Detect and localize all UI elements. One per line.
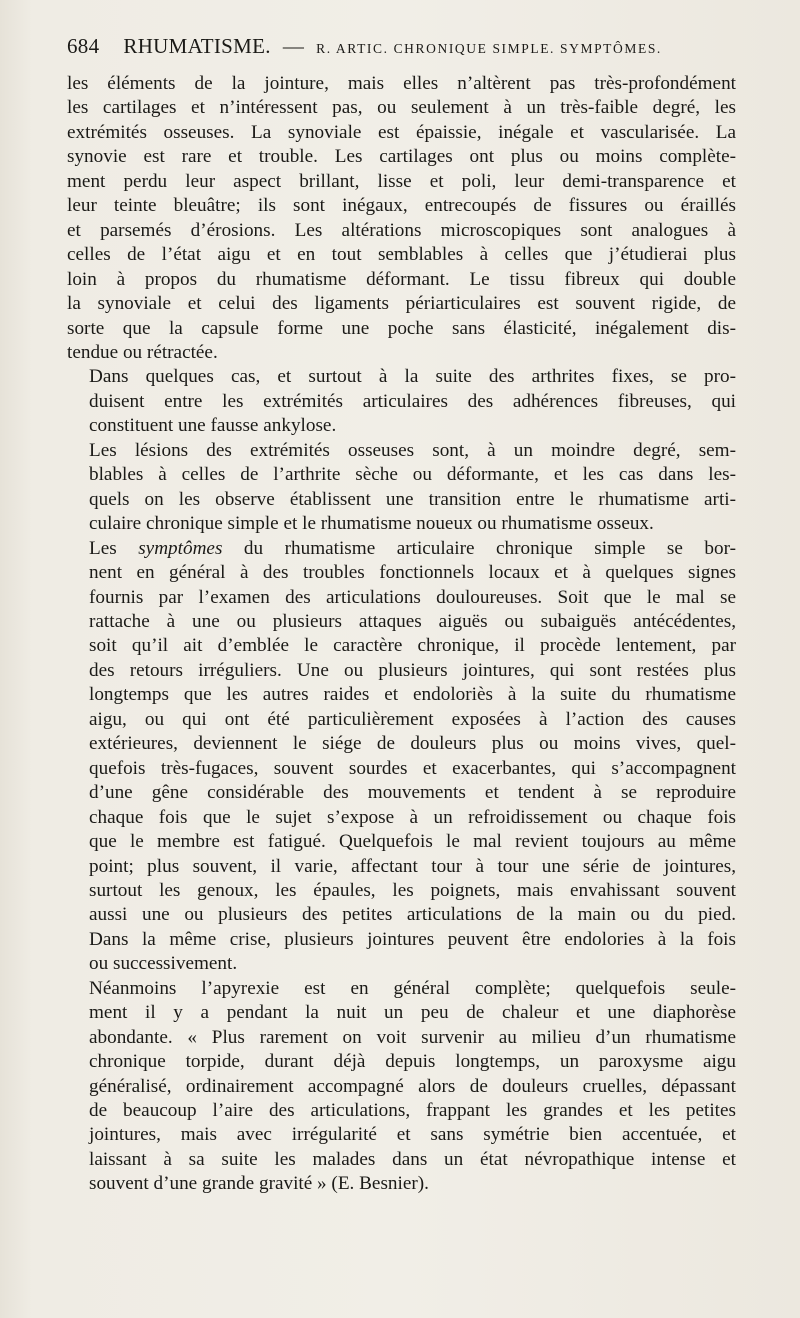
text-line: duisent entre les extrémités articulaires des adhérences fibreuses, qui bbox=[89, 390, 736, 412]
text-line: culaire chronique simple et le rhumatisme noueux ou rhumatisme osseux. bbox=[89, 513, 654, 535]
text-line: Les lésions des extrémités osseuses sont, à un moindre degré, sem- bbox=[89, 439, 736, 461]
text-line: jointures, mais avec irrégularité et sans symétrie bien accentuée, et bbox=[89, 1124, 736, 1146]
text-line: Les symptômes du rhumatisme articulaire chronique simple se bor- bbox=[89, 537, 736, 559]
text-line: Dans quelques cas, et surtout à la suite des arthrites fixes, se pro- bbox=[89, 366, 736, 388]
running-header bbox=[67, 34, 737, 64]
text-line: constituent une fausse ankylose. bbox=[89, 415, 337, 437]
text-line: extrémités osseuses. La synoviale est épaissie, inégale et vascularisée. La bbox=[67, 121, 736, 143]
text-line: Dans la même crise, plusieurs jointures peuvent être endolories à la fois bbox=[89, 928, 736, 950]
text-line: fournis par l’examen des articulations douloureuses. Soit que le mal se bbox=[89, 586, 736, 608]
text-line: Néanmoins l’apyrexie est en général complète; quelquefois seule- bbox=[89, 977, 736, 999]
text-line: blables à celles de l’arthrite sèche ou déformante, et les cas dans les- bbox=[89, 464, 736, 486]
text-line: de beaucoup l’aire des articulations, frappant les grandes et les petites bbox=[89, 1100, 736, 1122]
text-line: extérieures, deviennent le siége de douleurs plus ou moins vives, quel- bbox=[89, 733, 736, 755]
text-line: les cartilages et n’intéressent pas, ou seulement à un très-faible degré, les bbox=[67, 97, 736, 119]
paragraph bbox=[67, 537, 736, 977]
text-line: et parsemés d’érosions. Les altérations microscopiques sont analogues à bbox=[67, 219, 736, 241]
text-line: tendue ou rétractée. bbox=[67, 341, 218, 363]
text-line: nent en général à des troubles fonctionnels locaux et à quelques signes bbox=[89, 562, 736, 584]
text-line: ment il y a pendant la nuit un peu de chaleur et une diaphorèse bbox=[89, 1002, 736, 1024]
paragraph bbox=[67, 439, 736, 537]
text-line: ou successivement. bbox=[89, 953, 238, 975]
text-line: loin à propos du rhumatisme déformant. Le tissu fibreux qui double bbox=[67, 268, 736, 290]
text-line: surtout les genoux, les épaules, les poignets, mais envahissant souvent bbox=[89, 879, 736, 901]
text-line: que le membre est fatigué. Quelquefois le mal revient toujours au même bbox=[89, 831, 736, 853]
paragraph bbox=[67, 977, 736, 1197]
text-line: point; plus souvent, il varie, affectant tour à tour une série de jointures, bbox=[89, 855, 736, 877]
running-subtitle: R. ARTIC. CHRONIQUE SIMPLE. SYMPTÔMES. bbox=[316, 41, 662, 56]
text-line: d’une gêne considérable des mouvements et tendent à se reproduire bbox=[89, 782, 736, 804]
text-line: aigu, ou qui ont été particulièrement exposées à l’action des causes bbox=[89, 708, 736, 730]
paragraph bbox=[67, 72, 736, 365]
text-line: leur teinte bleuâtre; ils sont inégaux, entrecoupés de fissures ou éraillés bbox=[67, 195, 736, 217]
text-line: chaque fois que le sujet s’expose à un refroidissement ou chaque fois bbox=[89, 806, 736, 828]
text-line: chronique torpide, durant déjà depuis longtemps, un paroxysme aigu bbox=[89, 1051, 736, 1073]
text-line: des retours irréguliers. Une ou plusieurs jointures, qui sont restées plus bbox=[89, 659, 736, 681]
text-line: sorte que la capsule forme une poche sans élasticité, inégalement dis- bbox=[67, 317, 736, 339]
text-line: synovie est rare et trouble. Les cartilages ont plus ou moins complète- bbox=[67, 146, 736, 168]
text-line: souvent d’une grande gravité » (E. Besnier). bbox=[89, 1173, 429, 1195]
text-line: rattache à une ou plusieurs attaques aiguës ou subaiguës antécédentes, bbox=[89, 610, 736, 632]
paragraph bbox=[67, 365, 736, 438]
header-dash: — bbox=[282, 34, 305, 58]
text-line: celles de l’état aigu et en tout semblables à celles que j’étudierai plus bbox=[67, 244, 736, 266]
text-line: ment perdu leur aspect brillant, lisse et poli, leur demi-transparence et bbox=[67, 170, 736, 192]
text-line: les éléments de la jointure, mais elles n’altèrent pas très-profondément bbox=[67, 73, 736, 94]
text-line: abondante. « Plus rarement on voit survenir au milieu d’un rhumatisme bbox=[89, 1026, 736, 1048]
text-line: quels on les observe établissent une transition entre le rhumatisme arti- bbox=[89, 488, 736, 510]
text-line: laissant à sa suite les malades dans un état névropathique intense et bbox=[89, 1148, 736, 1170]
text-line: soit qu’il ait d’emblée le caractère chronique, il procède lentement, par bbox=[89, 635, 736, 657]
text-line: la synoviale et celui des ligaments périarticulaires est souvent rigide, de bbox=[67, 293, 736, 315]
text-line: longtemps que les autres raides et endoloriès à la suite du rhumatisme bbox=[89, 684, 736, 706]
text-line: quefois très-fugaces, souvent sourdes et exacerbantes, qui s’accompagnent bbox=[89, 757, 736, 779]
text-line: généralisé, ordinairement accompagné alors de douleurs cruelles, dépassant bbox=[89, 1075, 736, 1097]
body-text bbox=[67, 72, 736, 1197]
text-line: aussi une ou plusieurs des petites articulations de la main ou du pied. bbox=[89, 904, 736, 926]
page-number: 684 bbox=[67, 34, 100, 58]
running-title: RHUMATISME. bbox=[123, 34, 271, 58]
